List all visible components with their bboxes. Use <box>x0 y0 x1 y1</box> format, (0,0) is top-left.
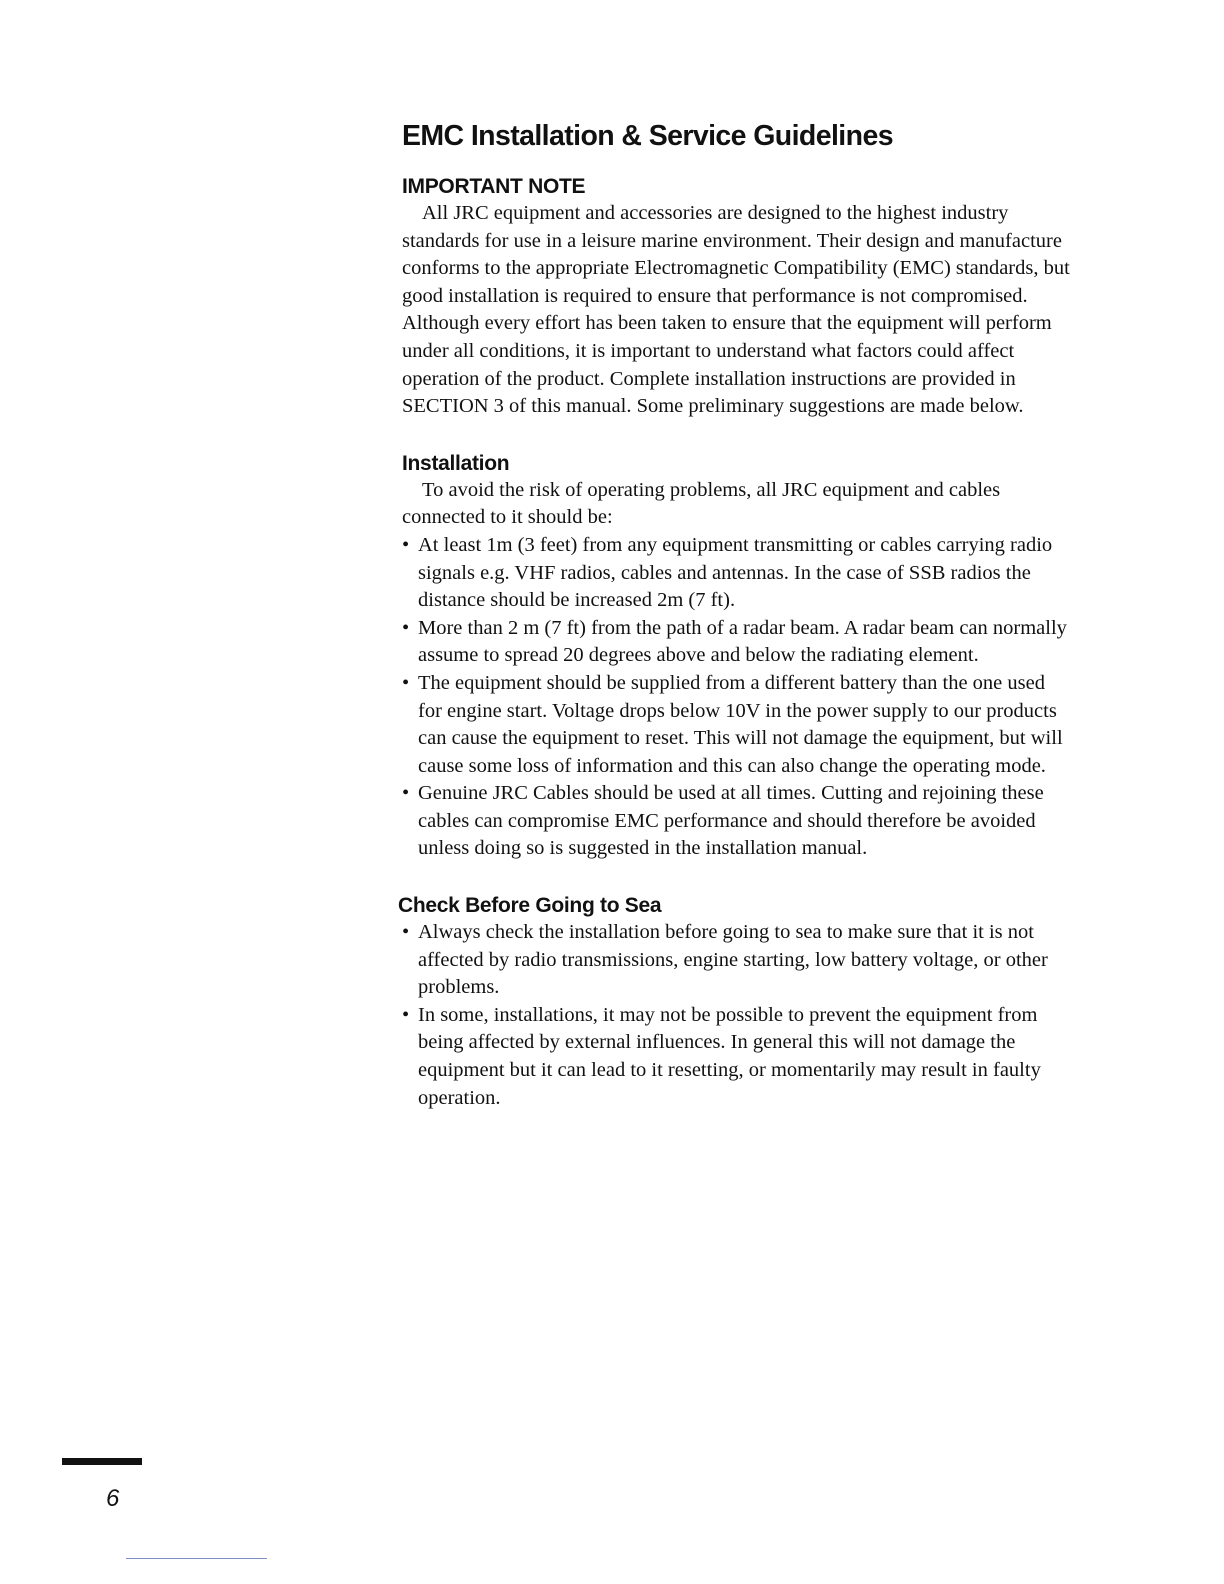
page-content <box>398 118 1072 1142</box>
list-item: • More than 2 m (7 ft) from the path of a radar beam. A radar beam can normally assume to spread 20 degrees above and below the radiating element. <box>402 615 1072 670</box>
installation-section <box>402 451 1072 863</box>
page-number: 6 <box>106 1485 120 1512</box>
page-number-rule <box>62 1458 142 1465</box>
list-item: • The equipment should be supplied from a different battery than the one used for engine start. Voltage drops below 10V in the power supply to our products can cause the equipment to reset. This will not damage the equipment, but will cause some loss of information and this can also change the operating mode. <box>402 670 1072 780</box>
list-item: • Always check the installation before going to sea to make sure that it is not affected by radio transmissions, engine starting, low battery voltage, or other problems. <box>402 919 1072 1002</box>
important-note-section <box>402 174 1072 421</box>
check-bullet-list <box>402 919 1072 1112</box>
important-note-heading: IMPORTANT NOTE <box>402 175 586 198</box>
page-title: EMC Installation & Service Guidelines <box>402 120 893 152</box>
installation-heading: Installation <box>402 451 510 475</box>
installation-intro: To avoid the risk of operating problems, all JRC equipment and cables connected to it should be: <box>402 478 1001 529</box>
check-before-sea-section <box>398 893 1072 1112</box>
list-item: • In some, installations, it may not be possible to prevent the equipment from being affected by external influences. In general this will not damage the equipment but it can lead to it resetting, or momentarily may result in faulty operation. <box>402 1002 1072 1112</box>
list-item: • Genuine JRC Cables should be used at all times. Cutting and rejoining these cables can compromise EMC performance and should therefore be avoided unless doing so is suggested in the installation manual. <box>402 780 1072 863</box>
important-note-body: All JRC equipment and accessories are designed to the highest industry standards for use in a leisure marine environment. Their design and manufacture conforms to the appropriate Electromagnetic Compatibility (EMC) standards, but good installation is required to ensure that performance is not compromised. Although every effort has been taken to ensure that the equipment will perform under all conditions, it is important to understand what factors could affect operation of the product. Complete installation instructions are provided in SECTION 3 of this manual. Some preliminary suggestions are made below. <box>402 202 1070 418</box>
bottom-edge-line <box>126 1558 267 1559</box>
check-before-sea-heading: Check Before Going to Sea <box>398 894 662 918</box>
list-item: • At least 1m (3 feet) from any equipment transmitting or cables carrying radio signals e.g. VHF radios, cables and antennas. In the case of SSB radios the distance should be increased 2m (7 ft). <box>402 532 1072 615</box>
installation-bullet-list <box>402 532 1072 863</box>
